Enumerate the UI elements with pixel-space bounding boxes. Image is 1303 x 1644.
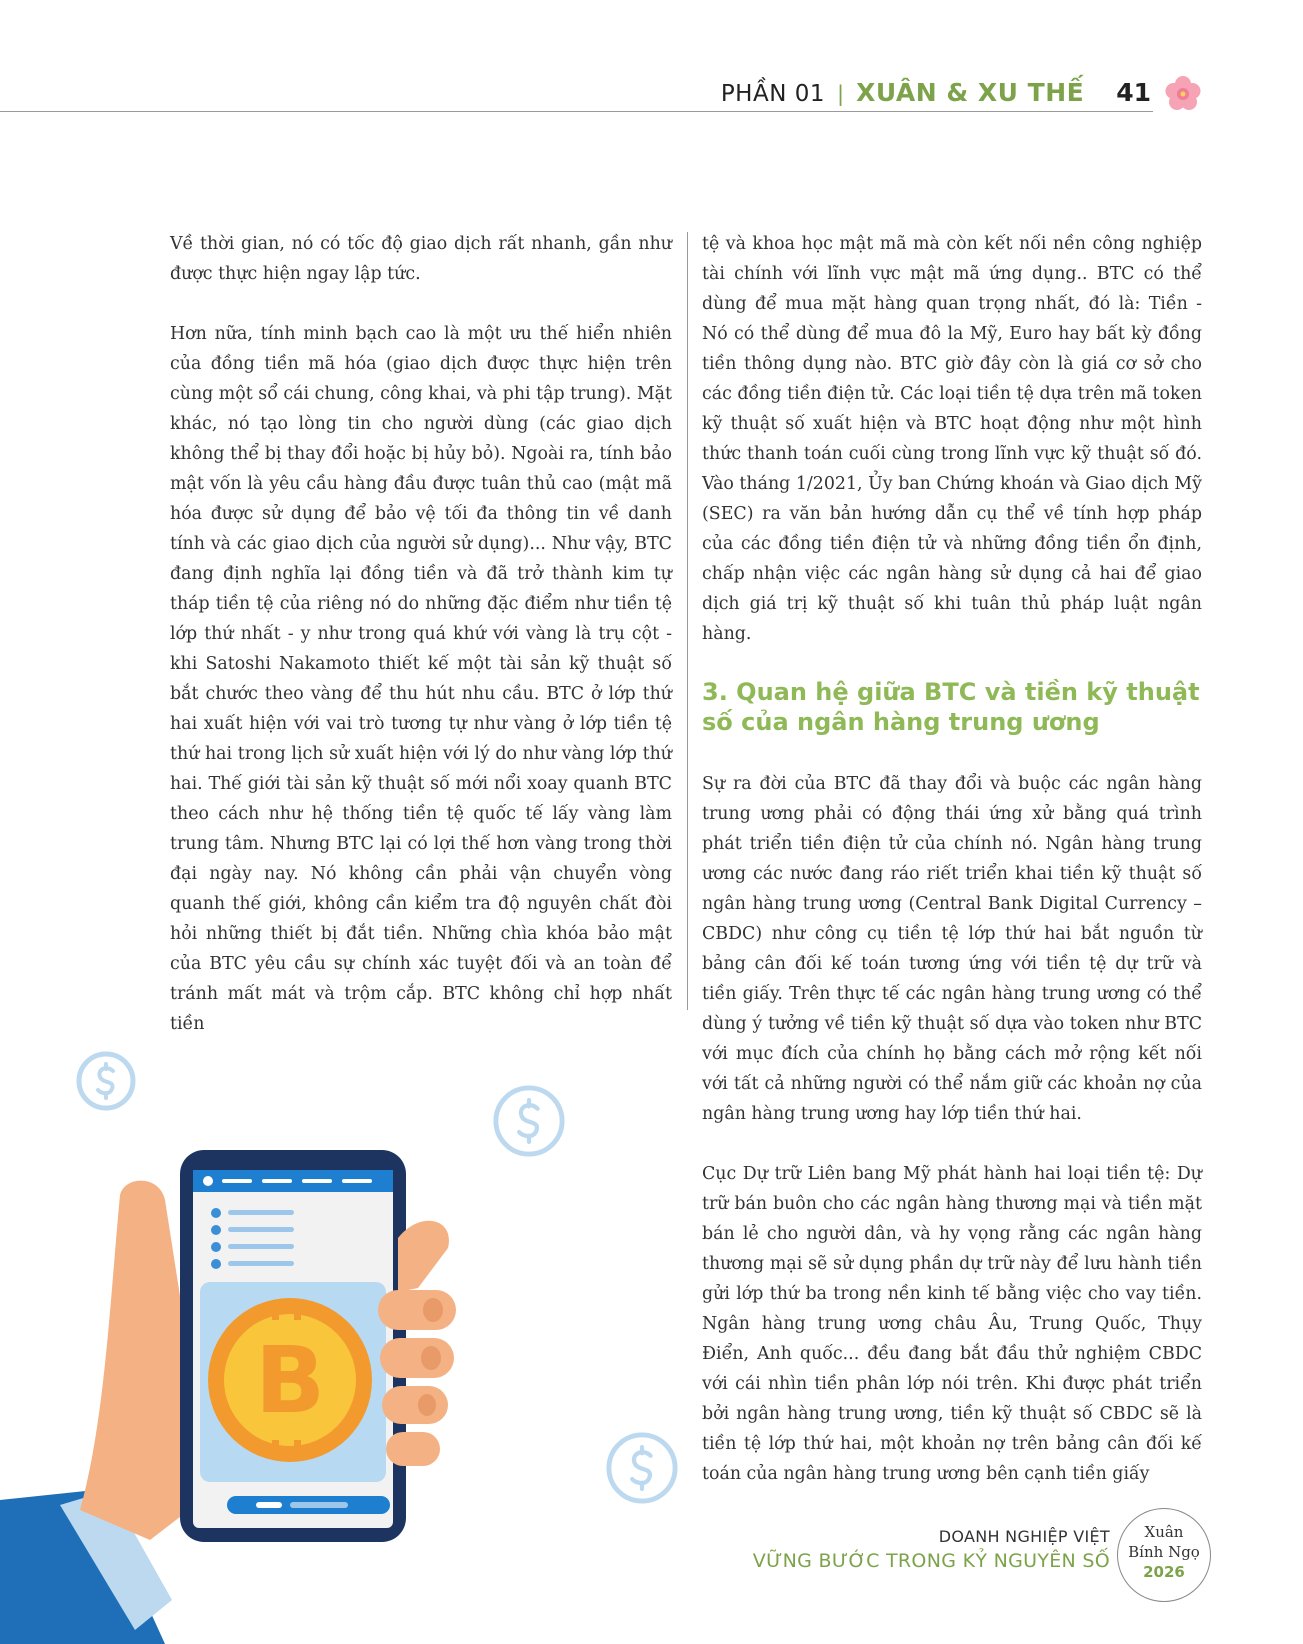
page-number: 41 <box>1116 78 1151 107</box>
footer-tagline <box>753 1527 1110 1572</box>
badge-year: 2026 <box>1143 1563 1185 1581</box>
edition-badge <box>1117 1508 1211 1602</box>
badge-line1: Xuân <box>1144 1523 1184 1541</box>
footer-line2: VỮNG BƯỚC TRONG KỶ NGUYÊN SỐ <box>752 1550 1110 1572</box>
bitcoin-coin-icon <box>208 1298 372 1462</box>
left-column <box>170 229 672 1069</box>
dollar-coin-icon <box>491 1083 567 1159</box>
page-header <box>721 78 1151 114</box>
footer-line1: DOANH NGHIỆP VIỆT <box>938 1527 1110 1546</box>
paragraph: tệ và khoa học mật mã mà còn kết nối nền công nghiệp tài chính với lĩnh vực mật mã ứng dụng.. BTC có thể dùng để mua mặt hàng quan trọng nhất, đó là: Tiền - Nó có thể dùng để mua đô la Mỹ, Euro hay bất kỳ đồng tiền thông dụng nào. BTC giờ đây còn là giá cơ sở cho các đồng tiền điện tử. Các loại tiền tệ dựa trên mã token kỹ thuật số xuất hiện và BTC hoạt động như một hình thức thanh toán cuối cùng trong lĩnh vực kỹ thuật số đó. Vào tháng 1/2021, Ủy ban Chứng khoán và Giao dịch Mỹ (SEC) ra văn bản hướng dẫn cụ thể về tính hợp pháp của các đồng tiền điện tử và những đồng tiền ổn định, chấp nhận việc các ngân hàng sử dụng cả hai để giao dịch giá trị kỹ thuật số khi tuân thủ pháp luật ngân hàng. <box>702 234 1202 644</box>
paragraph: Cục Dự trữ Liên bang Mỹ phát hành hai loại tiền tệ: Dự trữ bán buôn cho các ngân hàng thương mại và tiền mặt bán lẻ cho người dân, và hy vọng rằng các ngân hàng thương mại sẽ sử dụng phần dự trữ này để lưu hành tiền gửi lớp thứ ba trong nền kinh tế bằng việc cho vay tiền. Ngân hàng trung ương châu Âu, Trung Quốc, Thụy Điển, Anh quốc... đều đang bắt đầu thử nghiệm CBDC với cái nhìn tiền phân lớp nói trên. Khi được phát triển bởi ngân hàng trung ương, tiền kỹ thuật số CBDC sẽ là tiền tệ lớp thứ hai, một khoản nợ trên bảng cân đối kế toán của ngân hàng trung ương bên cạnh tiền giấy <box>702 1164 1202 1484</box>
section-label: PHẦN 01 <box>720 81 825 107</box>
coin-letter: B <box>254 1327 326 1434</box>
paragraph: Về thời gian, nó có tốc độ giao dịch rất nhanh, gần như được thực hiện ngay lập tức. <box>170 234 672 284</box>
column-divider <box>687 232 688 1010</box>
paragraph: Hơn nữa, tính minh bạch cao là một ưu thế hiển nhiên của đồng tiền mã hóa (giao dịch được thực hiện trên cùng một sổ cái chung, công khai, và phi tập trung). Mặt khác, nó tạo lòng tin cho người dùng (các giao dịch không thể bị thay đổi hoặc bị hủy bỏ). Ngoài ra, tính bảo mật vốn là yêu cầu hàng đầu được tuân thủ cao (mật mã hóa được sử dụng để bảo vệ tối đa thông tin về danh tính và các giao dịch của người sử dụng)... Như vậy, BTC đang định nghĩa lại đồng tiền và đã trở thành kim tự tháp tiền tệ của riêng nó do những đặc điểm như tiền tệ lớp thứ nhất - y như trong quá khứ với vàng là trụ cột - khi Satoshi Nakamoto thiết kế một tài sản kỹ thuật số bắt chước theo vàng để thu hút nhu cầu. BTC ở lớp thứ hai xuất hiện với vai trò tương tự như vàng ở lớp tiền tệ thứ hai trong lịch sử xuất hiện với lý do như vàng lớp thứ hai. Thế giới tài sản kỹ thuật số mới nổi xoay quanh BTC theo cách như hệ thống tiền tệ quốc tế lấy vàng làm trung tâm. Nhưng BTC lại có lợi thế hơn vàng trong thời đại ngày nay. Nó không cần phải vận chuyển vòng quanh thế giới, không cần kiểm tra độ nguyên chất đòi hỏi những thiết bị đắt tiền. Những chìa khóa bảo mật của BTC yêu cầu sự chính xác tuyệt đối và an toàn để tránh mất mát và trộm cắp. BTC không chỉ hợp nhất tiền <box>170 324 672 1034</box>
phone-illustration <box>0 1040 470 1644</box>
flower-icon <box>1163 74 1203 114</box>
dollar-coin-icon <box>604 1430 680 1506</box>
right-column <box>702 229 1202 1519</box>
section-title: XUÂN & XU THẾ <box>856 78 1085 107</box>
badge-line2: Bính Ngọ <box>1128 1543 1200 1561</box>
section-heading: 3. Quan hệ giữa BTC và tiền kỹ thuật số của ngân hàng trung ương <box>702 678 1200 736</box>
header-separator: | <box>837 82 845 106</box>
paragraph: Sự ra đời của BTC đã thay đổi và buộc các ngân hàng trung ương phải có động thái ứng xử bằng quá trình phát triển tiền điện tử của chính nó. Ngân hàng trung ương các nước đang ráo riết triển khai tiền kỹ thuật số ngân hàng trung ương (Central Bank Digital Currency – CBDC) như công cụ tiền tệ lớp thứ hai bắt nguồn từ bảng cân đối kế toán tương ứng với tiền tệ dự trữ và tiền giấy. Trên thực tế các ngân hàng trung ương có thể dùng ý tưởng về tiền kỹ thuật số dựa vào token như BTC với mục đích của chính họ bằng cách mở rộng kết nối với tất cả những người có thể nắm giữ các khoản nợ của ngân hàng trung ương hay lớp tiền thứ hai. <box>702 774 1202 1124</box>
